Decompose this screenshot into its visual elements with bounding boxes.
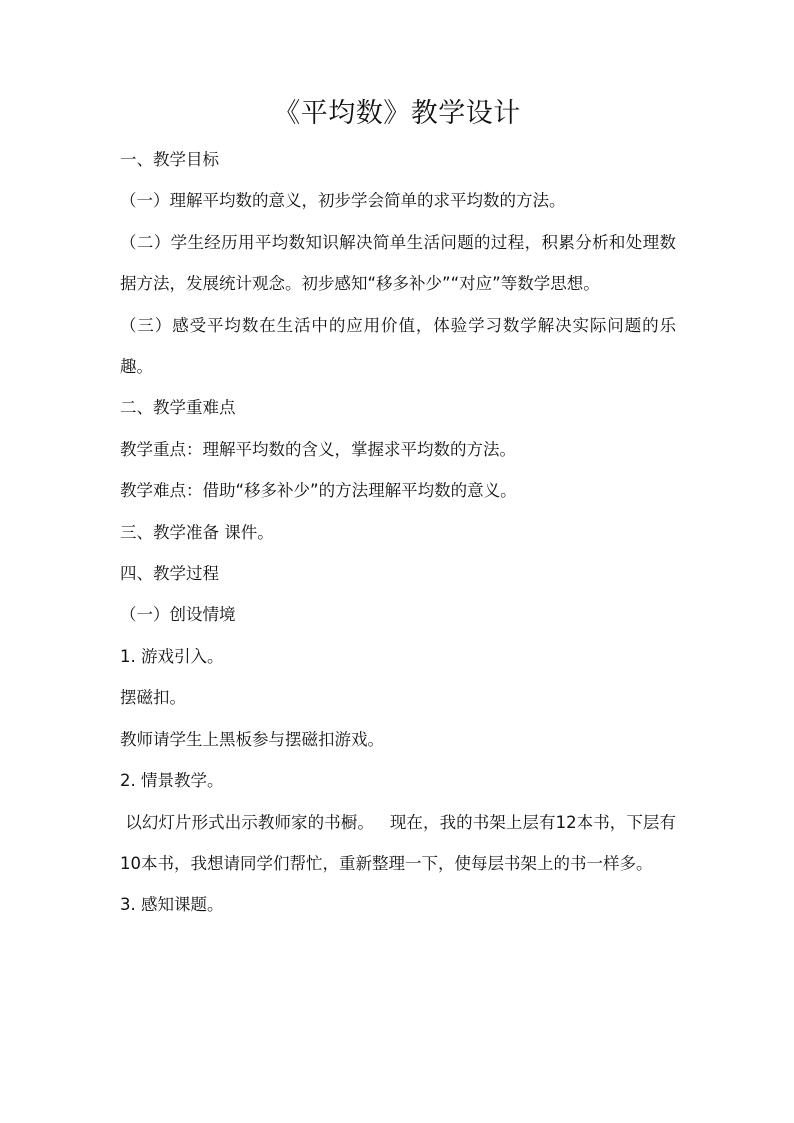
objective-3: （三）感受平均数在生活中的应用价值，体验学习数学解决实际问题的乐趣。	[120, 315, 676, 377]
objective-2: （二）学生经历用平均数知识解决简单生活问题的过程，积累分析和处理数据方法，发展统计观念。初步感知“移多补少”“对应”等数学思想。	[120, 232, 676, 294]
document-body	[120, 139, 676, 926]
difficult-point: 教学难点：借助“移多补少”的方法理解平均数的意义。	[120, 481, 517, 501]
section-heading-preparation: 三、教学准备 课件。	[120, 522, 274, 542]
key-point: 教学重点：理解平均数的含义，掌握求平均数的方法。	[120, 439, 516, 459]
document-title: 《平均数》教学设计	[273, 98, 521, 129]
step-1-activity: 摆磁扣。	[120, 688, 186, 708]
section-heading-process: 四、教学过程	[120, 564, 219, 584]
objective-1: （一）理解平均数的意义，初步学会简单的求平均数的方法。	[120, 191, 566, 211]
section-heading-objectives: 一、教学目标	[120, 150, 219, 169]
subsection-heading-scenario: （一）创设情境	[120, 605, 236, 625]
step-3-heading: 3. 感知课题。	[120, 895, 224, 915]
step-1-description: 教师请学生上黑板参与摆磁扣游戏。	[120, 729, 384, 749]
section-heading-key-points: 二、教学重难点	[120, 398, 236, 418]
step-2-description: 以幻灯片形式出示教师家的书橱。 现在，我的书架上层有12本书，下层有10本书，我想请同学们帮忙，重新整理一下，使每层书架上的书一样多。	[120, 812, 677, 873]
step-1-heading: 1. 游戏引入。	[120, 646, 224, 666]
step-2-heading: 2. 情景教学。	[120, 771, 224, 791]
